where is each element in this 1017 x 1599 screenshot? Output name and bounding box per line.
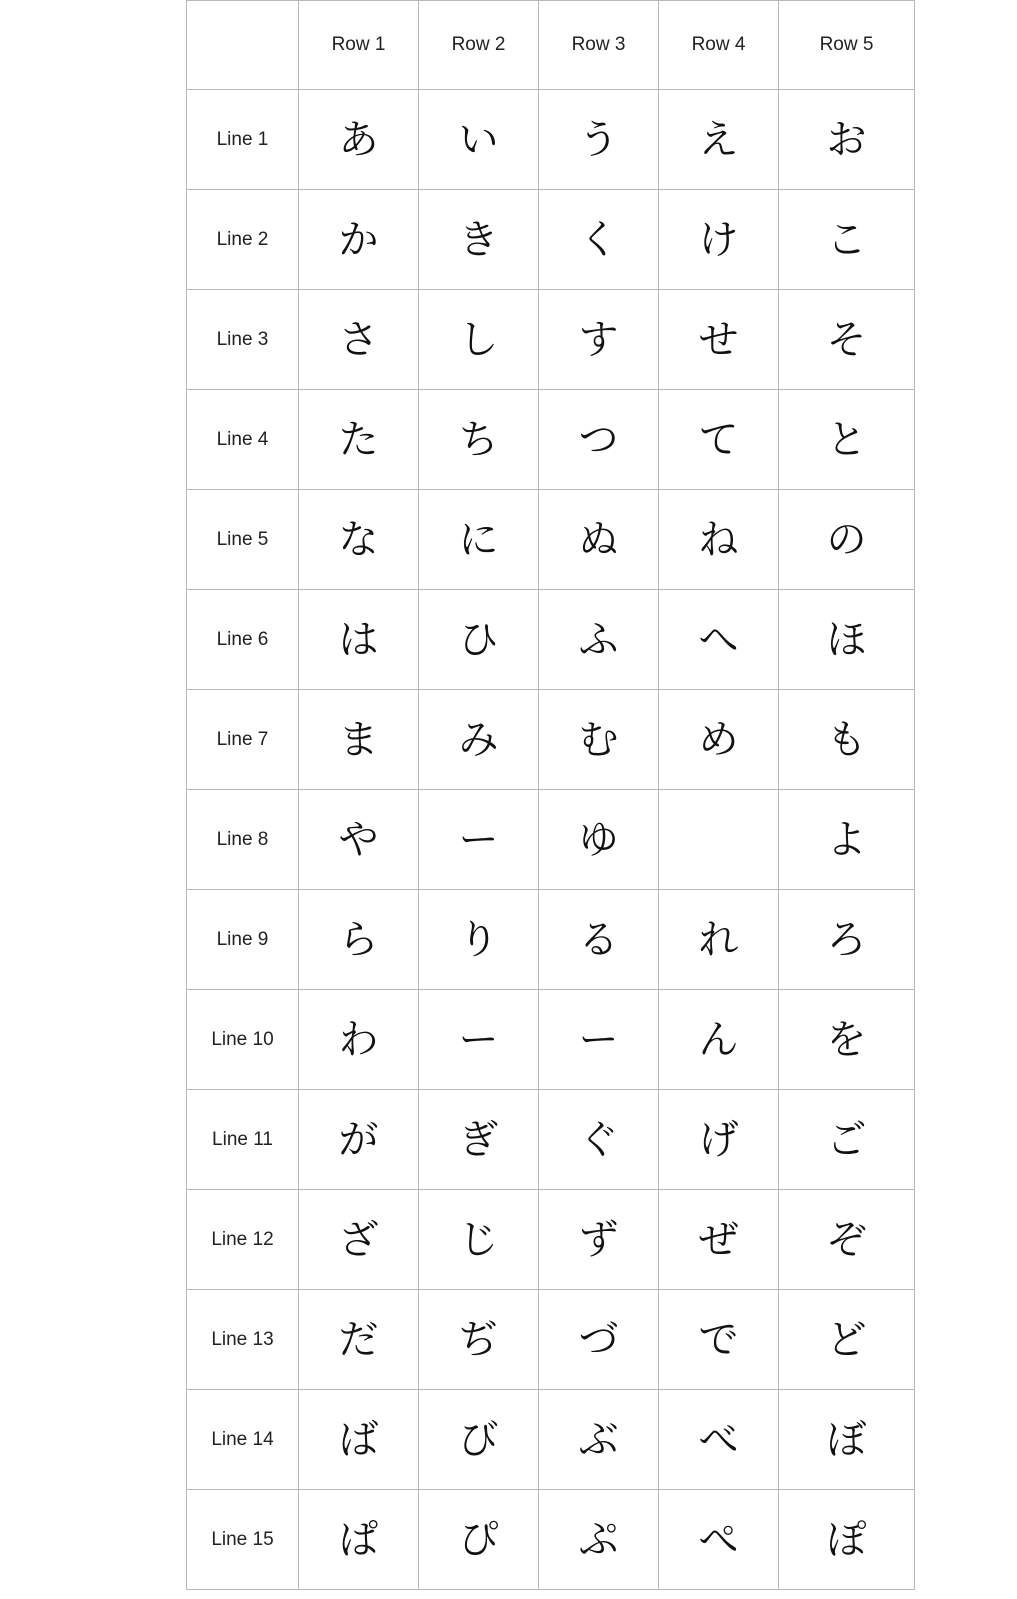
kana-cell: せ — [659, 290, 779, 390]
row-label: Line 14 — [187, 1390, 299, 1490]
row-label: Line 9 — [187, 890, 299, 990]
kana-cell: め — [659, 690, 779, 790]
kana-cell: そ — [779, 290, 915, 390]
kana-cell: い — [419, 90, 539, 190]
kana-cell: ね — [659, 490, 779, 590]
kana-cell: つ — [539, 390, 659, 490]
kana-cell: て — [659, 390, 779, 490]
kana-cell: ふ — [539, 590, 659, 690]
row-label: Line 6 — [187, 590, 299, 690]
kana-cell: け — [659, 190, 779, 290]
kana-cell: ず — [539, 1190, 659, 1290]
kana-cell: さ — [299, 290, 419, 390]
hiragana-chart — [186, 0, 914, 1599]
kana-cell: ー — [419, 790, 539, 890]
row-label: Line 5 — [187, 490, 299, 590]
kana-cell: ぞ — [779, 1190, 915, 1290]
kana-cell: ち — [419, 390, 539, 490]
kana-cell: べ — [659, 1390, 779, 1490]
kana-cell: も — [779, 690, 915, 790]
kana-cell: わ — [299, 990, 419, 1090]
kana-cell: ろ — [779, 890, 915, 990]
table-row — [187, 390, 915, 490]
kana-cell: ゆ — [539, 790, 659, 890]
kana-cell: ほ — [779, 590, 915, 690]
table-row — [187, 1390, 915, 1490]
header-row — [187, 1, 915, 90]
kana-cell: の — [779, 490, 915, 590]
table-row — [187, 590, 915, 690]
table-row — [187, 690, 915, 790]
kana-cell: ぐ — [539, 1090, 659, 1190]
kana-cell: れ — [659, 890, 779, 990]
kana-cell: ー — [539, 990, 659, 1090]
kana-cell: き — [419, 190, 539, 290]
kana-cell: ざ — [299, 1190, 419, 1290]
kana-cell: ぱ — [299, 1490, 419, 1590]
kana-cell: は — [299, 590, 419, 690]
corner-cell — [187, 1, 299, 90]
kana-cell — [659, 790, 779, 890]
kana-cell: お — [779, 90, 915, 190]
kana-cell: う — [539, 90, 659, 190]
table-row — [187, 990, 915, 1090]
kana-cell: ど — [779, 1290, 915, 1390]
kana-cell: ぼ — [779, 1390, 915, 1490]
hiragana-table — [186, 0, 915, 1590]
kana-cell: づ — [539, 1290, 659, 1390]
table-row — [187, 1290, 915, 1390]
kana-cell: り — [419, 890, 539, 990]
row-label: Line 12 — [187, 1190, 299, 1290]
kana-cell: し — [419, 290, 539, 390]
kana-cell: へ — [659, 590, 779, 690]
kana-cell: ー — [419, 990, 539, 1090]
row-label: Line 2 — [187, 190, 299, 290]
kana-cell: で — [659, 1290, 779, 1390]
kana-cell: ぬ — [539, 490, 659, 590]
kana-cell: ん — [659, 990, 779, 1090]
table-row — [187, 890, 915, 990]
kana-cell: ぽ — [779, 1490, 915, 1590]
row-label: Line 4 — [187, 390, 299, 490]
kana-cell: が — [299, 1090, 419, 1190]
kana-cell: ぎ — [419, 1090, 539, 1190]
kana-cell: ば — [299, 1390, 419, 1490]
row-label: Line 10 — [187, 990, 299, 1090]
kana-cell: な — [299, 490, 419, 590]
table-body — [187, 90, 915, 1590]
row-label: Line 1 — [187, 90, 299, 190]
column-header: Row 5 — [779, 1, 915, 90]
column-header: Row 1 — [299, 1, 419, 90]
table-row — [187, 90, 915, 190]
kana-cell: よ — [779, 790, 915, 890]
table-header — [187, 1, 915, 90]
kana-cell: ぢ — [419, 1290, 539, 1390]
row-label: Line 13 — [187, 1290, 299, 1390]
table-row — [187, 1490, 915, 1590]
kana-cell: か — [299, 190, 419, 290]
table-row — [187, 790, 915, 890]
kana-cell: ひ — [419, 590, 539, 690]
kana-cell: だ — [299, 1290, 419, 1390]
kana-cell: く — [539, 190, 659, 290]
kana-cell: あ — [299, 90, 419, 190]
kana-cell: と — [779, 390, 915, 490]
row-label: Line 8 — [187, 790, 299, 890]
kana-cell: た — [299, 390, 419, 490]
kana-cell: る — [539, 890, 659, 990]
table-row — [187, 1090, 915, 1190]
kana-cell: す — [539, 290, 659, 390]
kana-cell: ま — [299, 690, 419, 790]
row-label: Line 11 — [187, 1090, 299, 1190]
kana-cell: げ — [659, 1090, 779, 1190]
column-header: Row 4 — [659, 1, 779, 90]
kana-cell: え — [659, 90, 779, 190]
table-row — [187, 290, 915, 390]
kana-cell: ら — [299, 890, 419, 990]
kana-cell: ぶ — [539, 1390, 659, 1490]
kana-cell: を — [779, 990, 915, 1090]
column-header: Row 2 — [419, 1, 539, 90]
kana-cell: ぴ — [419, 1490, 539, 1590]
kana-cell: こ — [779, 190, 915, 290]
kana-cell: ぺ — [659, 1490, 779, 1590]
kana-cell: み — [419, 690, 539, 790]
row-label: Line 15 — [187, 1490, 299, 1590]
row-label: Line 7 — [187, 690, 299, 790]
kana-cell: じ — [419, 1190, 539, 1290]
kana-cell: ご — [779, 1090, 915, 1190]
column-header: Row 3 — [539, 1, 659, 90]
table-row — [187, 190, 915, 290]
kana-cell: む — [539, 690, 659, 790]
kana-cell: ぜ — [659, 1190, 779, 1290]
kana-cell: び — [419, 1390, 539, 1490]
kana-cell: ぷ — [539, 1490, 659, 1590]
kana-cell: や — [299, 790, 419, 890]
kana-cell: に — [419, 490, 539, 590]
table-row — [187, 490, 915, 590]
table-row — [187, 1190, 915, 1290]
row-label: Line 3 — [187, 290, 299, 390]
